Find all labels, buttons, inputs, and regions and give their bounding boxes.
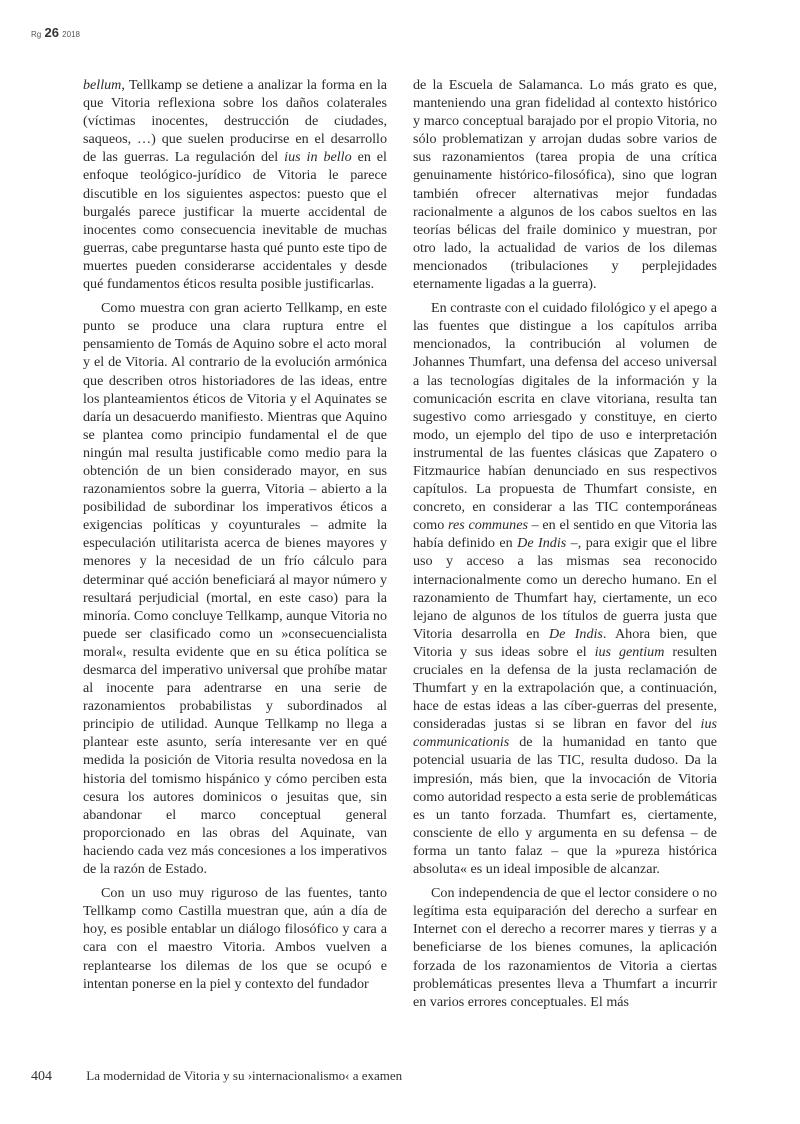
running-footer [31, 1068, 402, 1085]
italic-term: ius gentium [594, 643, 665, 660]
text-run: Como muestra con gran acierto Tellkamp, en este punto se produce una clara ruptura entre el pensamiento de Tomás de Aquino sobre el acto moral y el de Vitoria. Al contrario de la evolución armónica que describen otros historiadores de las ideas, entre los planteamientos éticos de Vitoria y el Aquinates se daría un desacuerdo manifiesto. Mientras que Aquino se plantea como principio fundamental el de que ningún mal resulta justificable como medio para la obtención de un bien considerado mayor, en sus razonamientos sobre la guerra, Vitoria – abierto a la posibilidad de subordinar los imperativos éticos a exigencias políticas y coyunturales – admite la especulación utilitarista acerca de bienes mayores y menores y la necesidad de un frío cálculo para determinar qué acción beneficiará al mayor número y resultará perjudicial (mortal, en este caso) para la minoría. Como concluye Tellkamp, aunque Vitoria no puede ser clasificado como un »consecuencialista moral«, resulta evidente que en su ética política se desmarca del imperativo universal que prohíbe matar al inocente para adentrarse en una serie de razonamientos probabilistas y subordinados al principio de utilidad. Aunque Tellkamp no llega a plantear este asunto, sería interesante ver en qué medida la posición de Vitoria resulta novedosa en la historia del tomismo hispánico y cómo perciben esta cesura los autores dominicos o jesuitas que, sin abandonar el marco conceptual general proporcionado en las obras del Aquinate, van haciendo cada vez más concesiones a los imperativos de la razón de Estado. [83, 300, 387, 878]
italic-term: res communes [448, 517, 528, 534]
text-run: Con un uso muy riguroso de las fuentes, tanto Tellkamp como Castilla muestran que, aún a día de hoy, es posible entablar un diálogo filosófico y cara a cara con el maestro Vitoria. Ambos vuelven a replantearse los dilemas de los que se ocupó e intentan ponerse en la piel y contexto del fundador [83, 885, 387, 992]
text-run: resulten cruciales en la defensa de la justa reclamación de Thumfart y en la extrapolación que, a continuación, hace de estas ideas a las cíber-guerras del presente, consideradas justas si se libran en favor del [413, 643, 718, 733]
paragraph [413, 884, 717, 1011]
italic-term: ius communicationis [413, 716, 717, 751]
left-column [83, 76, 387, 999]
running-header [31, 27, 80, 41]
text-run: . Ahora bien, que Vitoria y sus ideas sobre el [413, 625, 717, 660]
journal-year: 2018 [62, 30, 80, 39]
text-run: Con independencia de que el lector considere o no legítima esta equiparación del derecho a surfear en Internet con el derecho a recorrer mares y tierras y a beneficiarse de los bienes comunes, la aplicación forzada de los razonamientos de Vitoria a ciertas problemáticas presentes lleva a Thumfart a incurrir en varios errores conceptuales. El más [413, 885, 717, 1010]
italic-term: De Indis [517, 535, 567, 552]
text-run: , Tellkamp se detiene a analizar la forma en la que Vitoria reflexiona sobre los daños colaterales (víctimas inocentes, destrucción de ciudades, saqueos, …) que suelen producirse en el desarrollo de las guerras. La regulación del [83, 77, 387, 166]
paragraph [83, 299, 387, 878]
paragraph [83, 884, 387, 993]
text-run: de la humanidad en tanto que potencial usuaria de las TIC, resulta dudoso. Da la impresión, más bien, que la invocación de Vitoria como autoridad respecto a esta serie de problemáticas es un tanto forzada. Thumfart es, ciertamente, consciente de ello y argumenta en su defensa – de forma un tanto falaz – que la »pureza histórica absoluta« es un ideal imposible de alcanzar. [413, 734, 717, 878]
paragraph [413, 76, 717, 293]
article-title: La modernidad de Vitoria y su ›internacionalismo‹ a examen [86, 1068, 403, 1083]
journal-abbrev: Rg [31, 30, 42, 39]
text-run: En contraste con el cuidado filológico y el apego a las fuentes que distingue a los capítulos arriba mencionados, la contribución al volumen de Johannes Thumfart, una defensa del acceso universal a las tecnologías digitales de la información y la comunicación escrita en clave vitoriana, resulta tan sugestivo como arriesgado y constituye, en cierto modo, un ejemplo del tipo de uso e interpretación instrumental de las fuentes clásicas que Zapatero o Fitzmaurice habían denunciado en sus respectivos capítulos. La propuesta de Thumfart consiste, en concreto, en considerar a las TIC contemporáneas como [413, 300, 717, 534]
italic-term: ius in bello [284, 149, 352, 166]
journal-number: 26 [44, 25, 59, 40]
text-run: de la Escuela de Salamanca. Lo más grato es que, manteniendo una gran fidelidad al contexto histórico y marco conceptual barajado por el propio Vitoria, no sólo problematizan y arrojan dudas sobre varios de sus razonamientos (tarea propia de una crítica genuinamente histórico-filosófica), sino que logran también ofrecer alternativas mejor fundadas racionalmente a algunos de los cabos sueltos en las teorías bélicas del fraile dominico y muestran, por otro lado, la actualidad de varios de los dilemas mencionados (tribulaciones y perplejidades eternamente ligadas a la guerra). [413, 77, 717, 293]
page-number: 404 [31, 1069, 52, 1084]
paragraph [83, 76, 387, 293]
text-run: en el enfoque teológico-jurídico de Vitoria le parece discutible en los siguientes aspectos: puesto que el burgalés parece justificar la muerte accidental de inocentes como consecuencia inevitable de muchas guerras, cabe preguntarse hasta qué punto este tipo de muertes pueden considerarse accidentales y desde qué fundamentos éticos resulta posible justificarlas. [83, 149, 387, 293]
right-column [413, 76, 717, 1017]
paragraph [413, 299, 717, 878]
text-run: – en el sentido en que Vitoria las había definido en [413, 517, 718, 552]
text-run: –, para exigir que el libre uso y acceso a las mismas sea reconocido internacionalmente como un derecho humano. En el razonamiento de Thumfart hay, ciertamente, un eco lejano de algunos de los títulos de guerra justa que Vitoria desarrolla en [413, 535, 717, 642]
italic-term: bellum [83, 77, 122, 93]
italic-term: De Indis [548, 625, 603, 642]
